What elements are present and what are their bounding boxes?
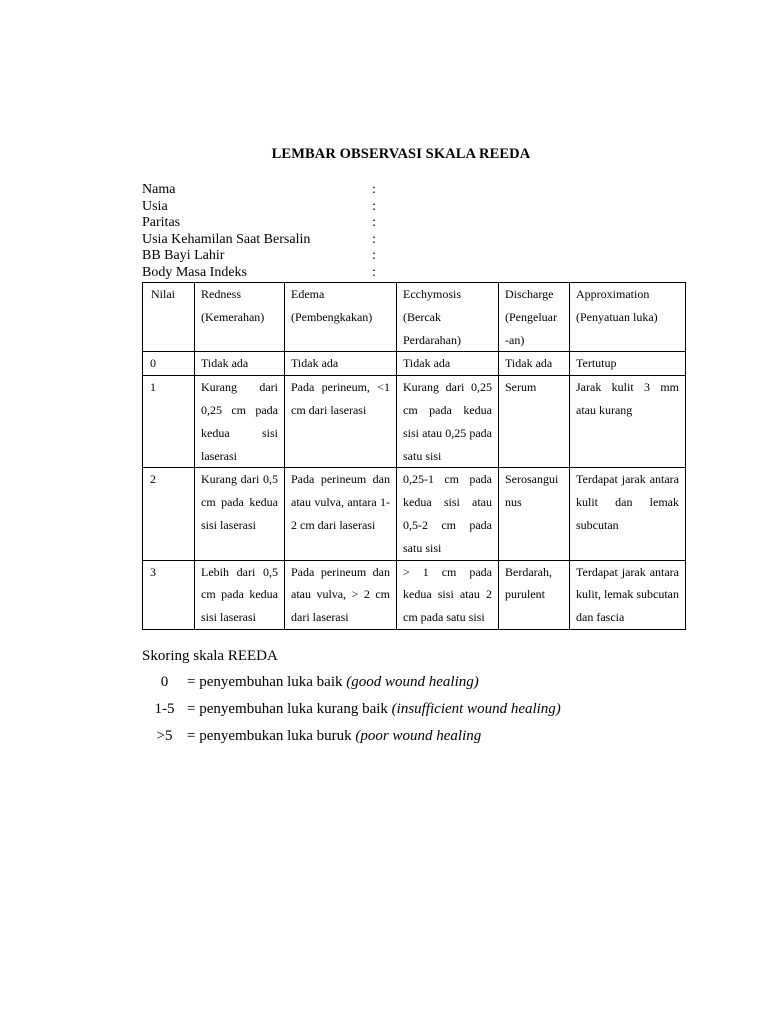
identity-colon: :	[372, 248, 376, 263]
identity-row	[142, 199, 382, 216]
cell-redness	[195, 468, 285, 560]
cell-approximation	[570, 352, 686, 376]
cell-text: (Pengeluar	[505, 309, 557, 324]
scoring-text: = penyembukan luka buruk	[187, 728, 356, 744]
cell-discharge	[499, 376, 570, 468]
scoring-english: (good wound healing)	[346, 674, 479, 690]
cell-nilai	[143, 376, 195, 468]
cell-text: 2	[150, 472, 156, 487]
cell-text: Perdarahan)	[403, 332, 461, 347]
cell-text: Discharge	[505, 287, 554, 301]
cell-nilai	[143, 468, 195, 560]
header-cell-approximation	[570, 283, 686, 352]
identity-label: BB Bayi Lahir	[142, 248, 225, 263]
identity-label: Body Masa Indeks	[142, 264, 247, 280]
cell-text: Serum	[505, 380, 537, 395]
cell-text: Terdapat jarak antara kulit dan lemak subcutan	[576, 472, 679, 532]
document-title: LEMBAR OBSERVASI SKALA REEDA	[271, 146, 531, 162]
cell-text: 3	[150, 564, 156, 579]
cell-text: Lebih dari 0,5 cm pada kedua sisi laserasi	[201, 564, 278, 625]
cell-redness	[195, 560, 285, 629]
table-row	[143, 376, 686, 468]
cell-text: (Pembengkakan)	[291, 309, 373, 324]
scoring-text: = penyembuhan luka kurang baik	[187, 701, 392, 717]
header-cell-discharge	[499, 283, 570, 352]
identity-row	[142, 215, 382, 232]
table-row	[143, 468, 686, 560]
header-cell-nilai	[143, 283, 195, 352]
scoring-value: 1-5	[154, 701, 175, 717]
cell-discharge	[499, 560, 570, 629]
cell-text: > 1 cm pada kedua sisi atau 2 cm pada satu sisi	[403, 564, 492, 625]
identity-row	[142, 232, 382, 249]
cell-ecchymosis	[397, 352, 499, 376]
cell-text: (Kemerahan)	[201, 309, 265, 324]
cell-text: Nilai	[151, 287, 175, 301]
cell-redness	[195, 352, 285, 376]
header-cell-ecchymosis	[397, 283, 499, 352]
cell-text: Tidak ada	[201, 356, 249, 371]
table-header-row	[143, 283, 686, 352]
scoring-value: 0	[160, 674, 169, 690]
cell-approximation	[570, 468, 686, 560]
cell-text: Pada perineum, <1 cm dari laserasi	[291, 380, 390, 417]
cell-text: 0,25-1 cm pada kedua sisi atau 0,5-2 cm pada satu sisi	[403, 472, 492, 555]
cell-edema	[285, 376, 397, 468]
scoring-english: (insufficient wound healing)	[391, 701, 561, 717]
cell-text: 1	[150, 380, 156, 395]
identity-colon: :	[372, 215, 376, 230]
identity-row	[142, 265, 382, 282]
cell-ecchymosis	[397, 468, 499, 560]
identity-colon: :	[372, 198, 376, 214]
cell-text: Tertutup	[576, 356, 617, 371]
identity-label: Usia Kehamilan Saat Bersalin	[142, 231, 311, 247]
cell-text: Tidak ada	[291, 356, 339, 371]
cell-text: Redness	[201, 287, 241, 301]
cell-nilai	[143, 560, 195, 629]
cell-text: Kurang dari 0,25 cm pada kedua sisi atau 0,25 pada satu sisi	[403, 380, 492, 463]
cell-text: Ecchymosis	[403, 287, 461, 301]
cell-text: (Penyatuan luka)	[576, 309, 658, 324]
cell-text: Berdarah, purulent	[505, 564, 552, 602]
identity-colon: :	[372, 264, 376, 280]
cell-text: Edema	[291, 287, 325, 301]
cell-text: Approximation	[576, 287, 650, 301]
cell-ecchymosis	[397, 376, 499, 468]
cell-approximation	[570, 376, 686, 468]
cell-edema	[285, 560, 397, 629]
identity-fields	[142, 182, 382, 281]
identity-colon: :	[372, 231, 376, 247]
scoring-description	[187, 726, 481, 746]
cell-text: Kurang dari 0,25 cm pada kedua sisi laserasi	[201, 380, 278, 463]
identity-colon: :	[372, 182, 376, 197]
scoring-row	[142, 699, 561, 719]
cell-discharge	[499, 352, 570, 376]
cell-edema	[285, 352, 397, 376]
identity-label: Usia	[142, 198, 168, 214]
cell-text: 0	[150, 356, 156, 371]
header-cell-edema	[285, 283, 397, 352]
scoring-title: Skoring skala REEDA	[142, 648, 278, 664]
identity-label: Nama	[142, 182, 176, 197]
scoring-english: (poor wound healing	[355, 728, 482, 744]
identity-label: Paritas	[142, 215, 181, 230]
cell-text: Tidak ada	[403, 356, 451, 371]
scoring-description	[187, 672, 479, 692]
cell-text: Tidak ada	[505, 356, 553, 371]
cell-text: Kurang dari 0,5 cm pada kedua sisi laserasi	[201, 472, 278, 532]
table-row	[143, 352, 686, 376]
scoring-value: >5	[156, 728, 173, 744]
cell-nilai	[143, 352, 195, 376]
cell-approximation	[570, 560, 686, 629]
cell-edema	[285, 468, 397, 560]
identity-row	[142, 248, 382, 265]
cell-text: Jarak kulit 3 mm atau kurang	[576, 380, 679, 417]
cell-text: -an)	[505, 332, 525, 347]
identity-row	[142, 182, 382, 199]
scoring-section	[142, 646, 561, 753]
scoring-description	[187, 699, 561, 719]
table-row	[143, 560, 686, 629]
reeda-table	[142, 282, 686, 630]
header-cell-redness	[195, 283, 285, 352]
cell-discharge	[499, 468, 570, 560]
cell-text: (Bercak	[403, 309, 441, 324]
cell-text: Serosangui nus	[505, 472, 559, 510]
cell-text: Terdapat jarak antara kulit, lemak subcutan dan fascia	[576, 564, 679, 625]
scoring-row	[142, 726, 561, 746]
scoring-row	[142, 672, 561, 692]
cell-text: Pada perineum dan atau vulva, > 2 cm dari laserasi	[291, 564, 390, 625]
cell-ecchymosis	[397, 560, 499, 629]
cell-text: Pada perineum dan atau vulva, antara 1-2 cm dari laserasi	[291, 472, 390, 532]
scoring-text: = penyembuhan luka baik	[187, 674, 347, 690]
cell-redness	[195, 376, 285, 468]
